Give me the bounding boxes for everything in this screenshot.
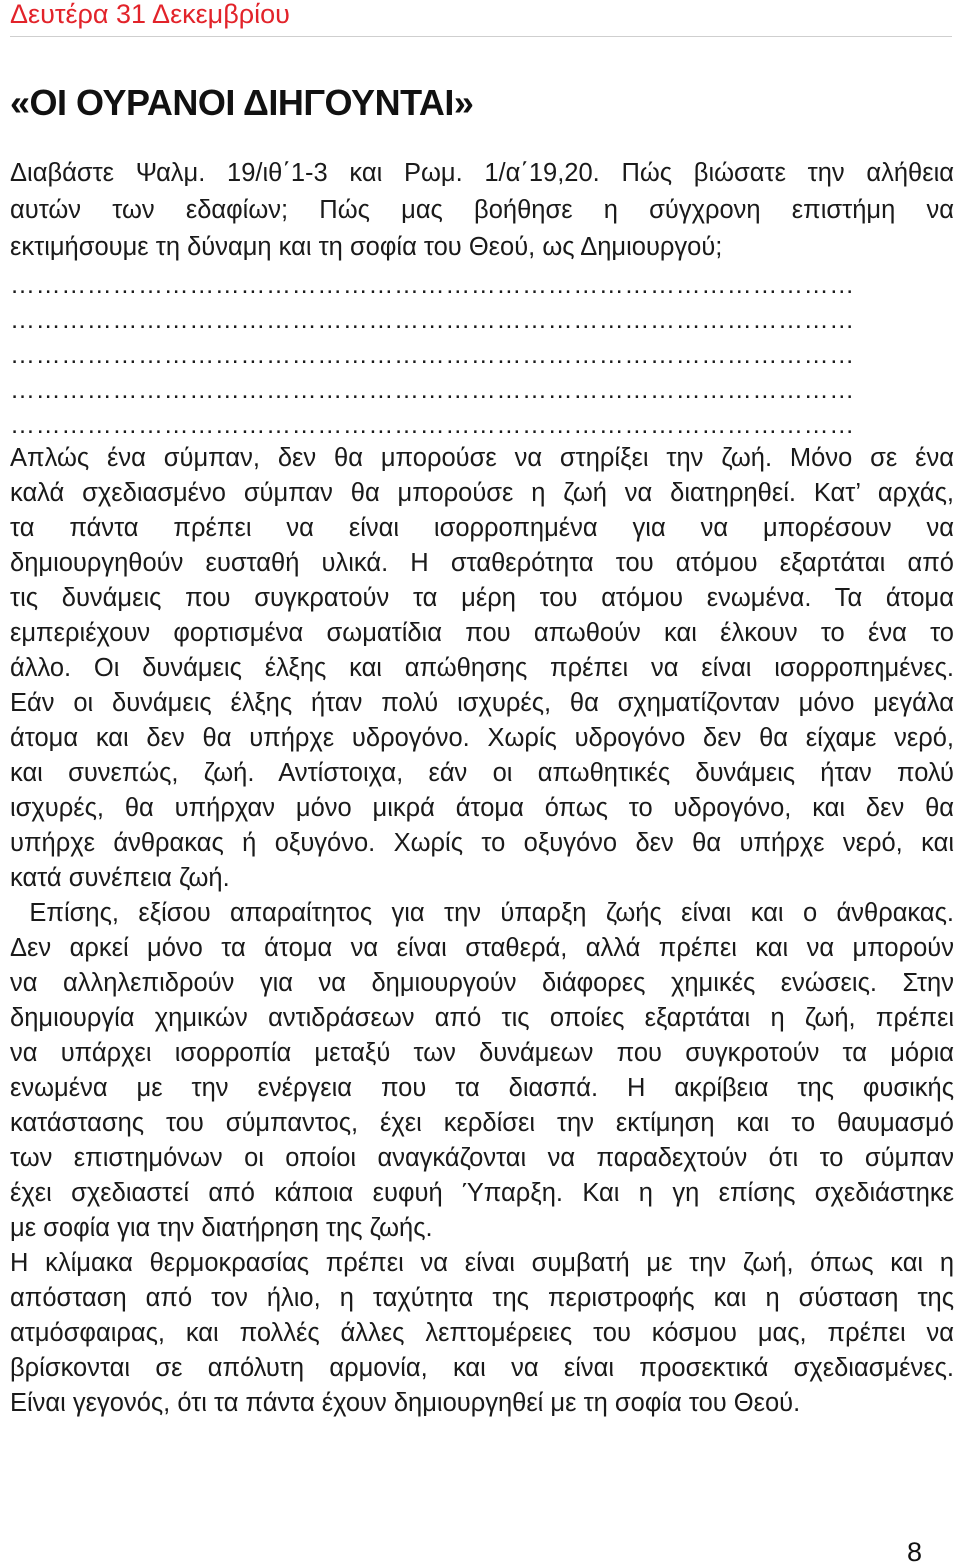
- body-line: ενωμένα με την ενέργεια που τα διασπά. Η ακρίβεια της φυσικής: [10, 1074, 954, 1102]
- body-line: Απλώς ένα σύμπαν, δεν θα μπορούσε να στηρίξει την ζωή. Μόνο σε ένα: [10, 444, 954, 472]
- body-line: υπήρχε άνθρακας ή οξυγόνο. Χωρίς το οξυγόνο δεν θα υπήρχε νερό, και: [10, 829, 954, 857]
- answer-dotted-line: ………………………………………………………………………………………: [10, 341, 855, 369]
- body-line: δημιουργηθούν ευσταθή υλικά. Η σταθερότητα του ατόμου εξαρτάται από: [10, 549, 954, 577]
- body-line: τα πάντα πρέπει να είναι ισορροπημένα για να μπορέσουν να: [10, 514, 954, 542]
- body-line: με σοφία για την διατήρηση της ζωής.: [10, 1214, 433, 1242]
- body-line: δημιουργία χημικών αντιδράσεων από τις οποίες εξαρτάται η ζωή, πρέπει: [10, 1004, 954, 1032]
- question-line: εκτιμήσουμε τη δύναμη και τη σοφία του Θεού, ως Δημιουργού;: [10, 233, 723, 261]
- question-line: αυτών των εδαφίων; Πώς μας βοήθησε η σύγχρονη επιστήμη να: [10, 196, 954, 224]
- question-line: Διαβάστε Ψαλμ. 19/ιθ΄1-3 και Ρωμ. 1/α΄19,20. Πώς βιώσατε την αλήθεια: [10, 159, 954, 187]
- body-line: έχει σχεδιαστεί από κάποια ευφυή Ύπαρξη. Και η γη επίσης σχεδιάστηκε: [10, 1179, 954, 1207]
- body-line: των επιστημόνων οι οποίοι αναγκάζονται να παραδεχτούν ότι το σύμπαν: [10, 1144, 954, 1172]
- body-line: τις δυνάμεις που συγκρατούν τα μέρη του ατόμου ενωμένα. Τα άτομα: [10, 584, 954, 612]
- body-line: άλλο. Οι δυνάμεις έλξης και απώθησης πρέπει να είναι ισορροπημένες.: [10, 654, 954, 682]
- body-line: ισχυρές, θα υπήρχαν μόνο μικρά άτομα όπως το υδρογόνο, και δεν θα: [10, 794, 954, 822]
- body-line: απόσταση από τον ήλιο, η ταχύτητα της περιστροφής και η σύσταση της: [10, 1284, 954, 1312]
- body-line: άτομα και δεν θα υπήρχε υδρογόνο. Χωρίς υδρογόνο δεν θα είχαμε νερό,: [10, 724, 954, 752]
- body-line: εμπεριέχουν φορτισμένα σωματίδια που απωθούν και έλκουν το ένα το: [10, 619, 954, 647]
- body-line: Δεν αρκεί μόνο τα άτομα να είναι σταθερά, αλλά πρέπει και να μπορούν: [10, 934, 954, 962]
- answer-dotted-line: ………………………………………………………………………………………: [10, 271, 855, 299]
- header-divider: [10, 36, 952, 37]
- body-line: κατάστασης του σύμπαντος, έχει κερδίσει την εκτίμηση και το θαυμασμό: [10, 1109, 954, 1137]
- page-title: «ΟΙ ΟΥΡΑΝΟΙ ΔΙΗΓΟΥΝΤΑΙ»: [10, 82, 474, 123]
- body-line: να αλληλεπιδρούν για να δημιουργούν διάφορες χημικές ενώσεις. Στην: [10, 969, 954, 997]
- body-line: βρίσκονται σε απόλυτη αρμονία, και να είναι προσεκτικά σχεδιασμένες.: [10, 1354, 954, 1382]
- answer-dotted-line: ………………………………………………………………………………………: [10, 376, 855, 404]
- page-number: 8: [906, 1537, 922, 1567]
- body-line: Είναι γεγονός, ότι τα πάντα έχουν δημιουργηθεί με τη σοφία του Θεού.: [10, 1389, 801, 1417]
- date-header: Δευτέρα 31 Δεκεμβρίου: [10, 0, 290, 29]
- answer-dotted-line: ………………………………………………………………………………………: [10, 411, 855, 439]
- body-line: καλά σχεδιασμένο σύμπαν θα μπορούσε η ζωή να διατηρηθεί. Κατ’ αρχάς,: [10, 479, 954, 507]
- answer-dotted-line: ………………………………………………………………………………………: [10, 306, 855, 334]
- body-line: Εάν οι δυνάμεις έλξης ήταν πολύ ισχυρές, θα σχηματίζονταν μόνο μεγάλα: [10, 689, 954, 717]
- body-line: Επίσης, εξίσου απαραίτητος για την ύπαρξη ζωής είναι και ο άνθρακας.: [10, 899, 954, 927]
- body-line: Η κλίμακα θερμοκρασίας πρέπει να είναι συμβατή με την ζωή, όπως και η: [10, 1249, 954, 1277]
- body-line: να υπάρχει ισορροπία μεταξύ των δυνάμεων που συγκροτούν τα μόρια: [10, 1039, 954, 1067]
- body-line: ατμόσφαιρας, και πολλές άλλες λεπτομέρειες του κόσμου μας, πρέπει να: [10, 1319, 954, 1347]
- body-line: κατά συνέπεια ζωή.: [10, 864, 230, 892]
- body-line: και συνεπώς, ζωή. Αντίστοιχα, εάν οι απωθητικές δυνάμεις ήταν πολύ: [10, 759, 954, 787]
